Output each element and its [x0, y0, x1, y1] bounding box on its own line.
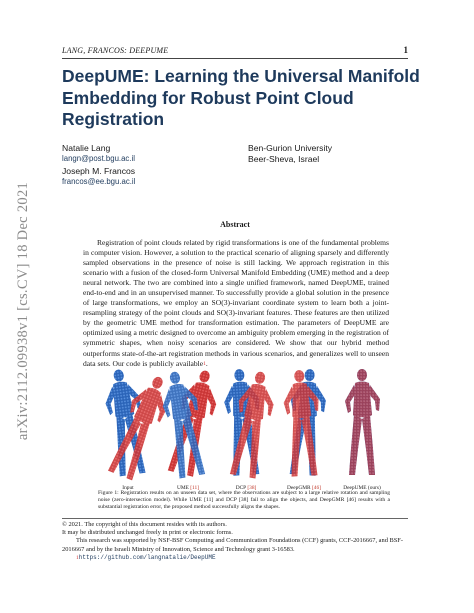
code-url-link[interactable]: https://github.com/langnatalie/DeepUME: [78, 553, 216, 561]
abstract-footnote-mark[interactable]: 1: [203, 360, 206, 367]
author-email-1[interactable]: langn@post.bgu.ac.il: [62, 154, 135, 163]
footnotes: [62, 521, 408, 562]
code-footnote-mark: 1: [76, 554, 79, 561]
arxiv-stamp: arXiv:2112.09938v1 [cs.CV] 18 Dec 2021: [15, 181, 31, 441]
abstract-heading: Abstract: [220, 220, 250, 229]
affiliation-line-1: Ben-Gurion University: [248, 143, 333, 153]
author-email-2[interactable]: francos@ee.bgu.ac.il: [62, 177, 136, 186]
running-head: LANG, FRANCOS: DEEPUME: [62, 46, 169, 55]
figure-label-ume: UME [11]: [176, 485, 200, 491]
header-rule: [62, 58, 408, 59]
affiliation-line-2: Beer-Sheva, Israel: [248, 154, 320, 164]
code-footnote: [62, 554, 408, 562]
cloud-deepume: [345, 369, 380, 475]
abstract-text: Registration of point clouds related by rigid transformations is one of the fundamental problems in computer vision. However, a solution to the practical scenario of aligning sparsely and differently sampled observations in the presence of noise is still lacking. We approach registration in this scenario with a fusion of the closed-form Universal Manifold Embedding (UME) method and a deep neural network. The two are combined into a single unified framework, named DeepUME, trained end-to-end and in an unsupervised manner. To successfully provide a global solution in the presence of large transformations, we employ an SO(3)-invariant coordinate system to learn both a joint-resampling strategy of the point clouds and SO(3)-invariant features. These features are then utilized by the geometric UME method for transformation estimation. The parameters of DeepUME are optimized using a metric designed to overcome an ambiguity problem emerging in the registration of symmetric shapes, when noisy scenarios are considered. We show that our hybrid method outperforms state-of-the-art registration methods in various scenarios, and generalizes well to unseen data sets. Our code is publicly available: [83, 238, 389, 368]
cloud-ume: [157, 367, 223, 480]
author-name-1: Natalie Lang: [62, 143, 111, 153]
cloud-deepgmr: [282, 368, 328, 477]
funding-note: This research was supported by NSF-BSF Computing and Communication Foundations (CCF) grants, CCF-2016667, and BSF-2016667 and by the Israeli Ministry of Innovation, Science and Technology grant 3-16583.: [62, 537, 403, 553]
figure-label-deepgmr: DeepGMR [46]: [287, 485, 321, 491]
cloud-input: [101, 367, 176, 482]
distribution-notice: It may be distributed unchanged freely in print or electronic forms.: [62, 529, 233, 537]
paper-title: DeepUME: Learning the Universal Manifold Embedding for Robust Point Cloud Registration: [62, 66, 420, 129]
cloud-dcp: [222, 368, 279, 480]
figure-label-input: Input: [122, 485, 134, 491]
footnote-rule: [62, 518, 408, 519]
figure-point-clouds: [98, 360, 386, 483]
figure-label-dcp: DCP [38]: [235, 485, 257, 491]
figure-1: [98, 360, 386, 491]
page-number: 1: [403, 45, 408, 55]
author-name-2: Joseph M. Francos: [62, 166, 136, 176]
figure-label-deepume: DeepUME (ours): [343, 485, 381, 491]
abstract-body: Registration of point clouds related by rigid transformations is one of the fundamental problems in computer vision. However, a solution to the practical scenario of aligning sparsely and differently sampled observations in the presence of noise is still lacking. We approach registration in this scenario with a fusion of the closed-form Universal Manifold Embedding (UME) method and a deep neural network. The two are combined into a single unified framework, named DeepUME, trained end-to-end and in an unsupervised manner. To successfully provide a global solution in the presence of large transformations, we employ an SO(3)-invariant coordinate system to learn both a joint-resampling strategy of the point clouds and SO(3)-invariant features. These features are then utilized by the geometric UME method for transformation estimation. The parameters of DeepUME are optimized using a metric designed to overcome an ambiguity problem emerging in the registration of symmetric shapes, when noisy scenarios are considered. We show that our hybrid method outperforms state-of-the-art registration methods in various scenarios, and generalizes well to unseen data sets. Our code is publicly available$^1$.: [83, 238, 389, 368]
figure-caption: Figure 1: Registration results on an unseen data set, where the observations are subject to a large relative rotation and sampling noise (zero-intersection model). While UME [11] and DCP [38] fail to align the objects, and DeepGMR [46] results with a substantial registration error, the proposed method successfully aligns the shapes.: [98, 490, 390, 510]
copyright-notice: © 2021. The copyright of this document resides with its authors.: [62, 521, 227, 528]
